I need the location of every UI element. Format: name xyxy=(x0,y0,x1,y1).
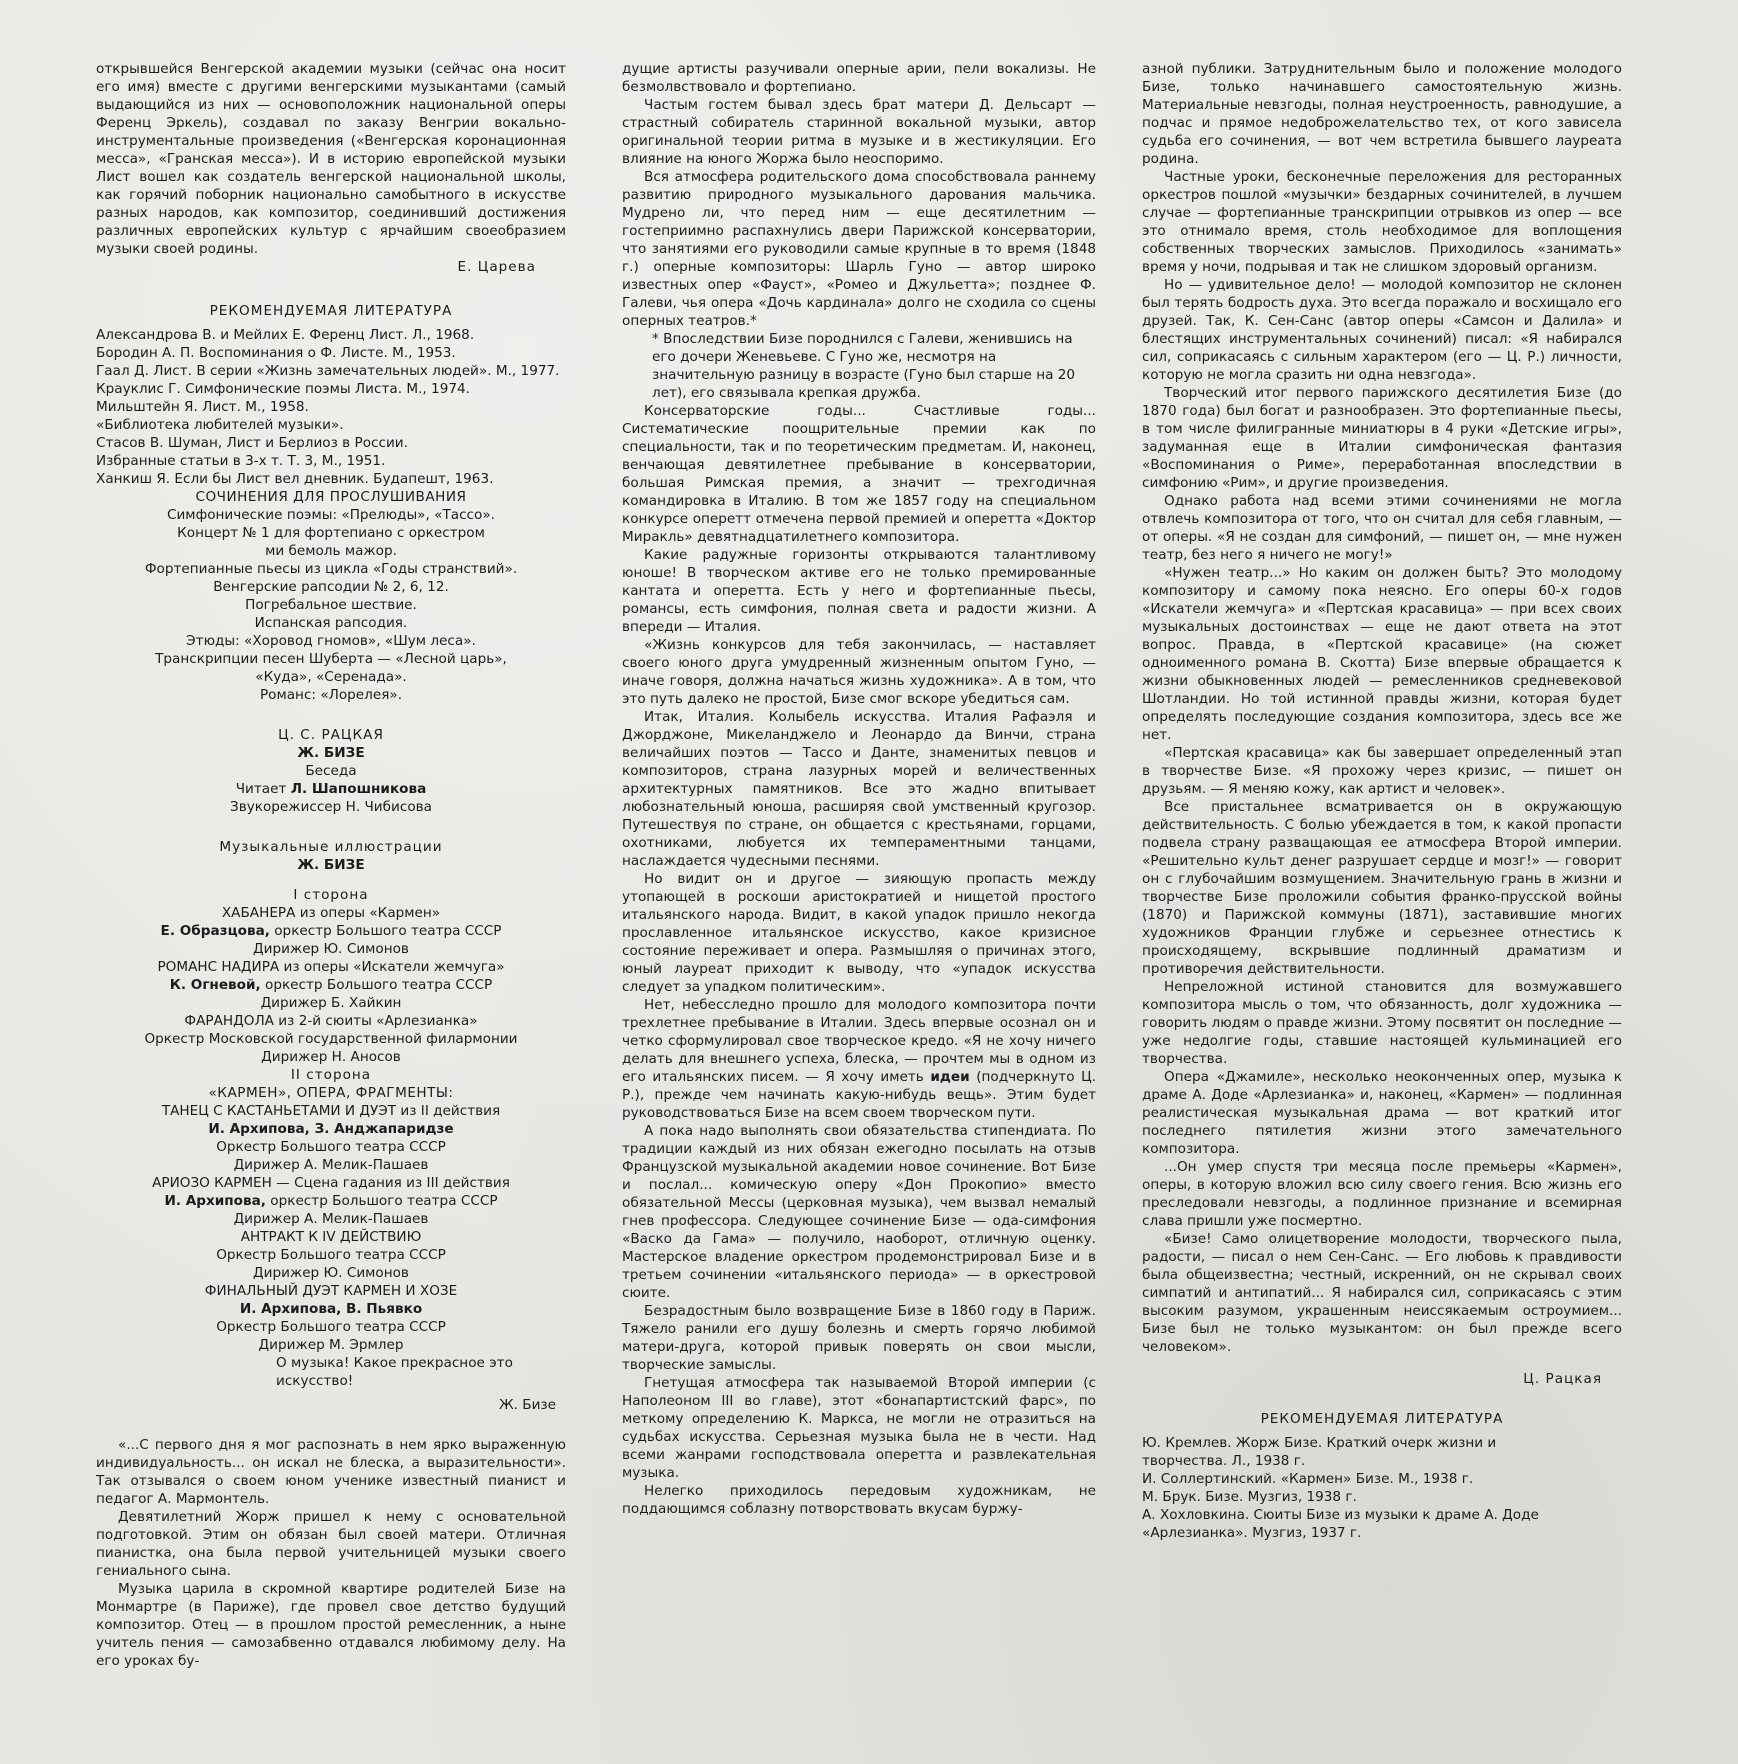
essay-author: Ц. Рацкая xyxy=(1523,1371,1602,1387)
literature-item: Ханкиш Я. Если бы Лист вел дневник. Будапешт, 1963. xyxy=(96,471,494,487)
track-orchestra: Оркестр Большого театра СССР xyxy=(216,1139,446,1155)
bizet-essay-paragraph: Частные уроки, бесконечные переложения для ресторанных оркестров пошлой «музычки» бездарных сочинителей, в лучшем случае — фортепианные транскрипции отрывков из опер — все это отнимало время, столь необходимое для воплощения собственных творческих замыслов. Приходилось «занимать» время у ночи, подрывая и так не слишком здоровый организм. xyxy=(1142,169,1622,275)
bizet-essay-paragraph: Но видит он и другое — зияющую пропасть между утопающей в роскоши аристократией и нищетой простого итальянского народа. Видит, в какой упадок пришло некогда прославленное итальянское искусство, какое кризисное состояние переживает и опера. Размышляя о причинах этого, юный лауреат приходит к выводу, что «упадок искусства следует за упадком политическим». xyxy=(622,871,1096,995)
work-item: ми бемоль мажор. xyxy=(265,543,397,559)
work-item: Испанская рапсодия. xyxy=(254,615,408,631)
track-title: АРИОЗО КАРМЕН — Сцена гадания из III действия xyxy=(152,1175,510,1191)
literature-item: Крауклис Г. Симфонические поэмы Листа. М., 1974. xyxy=(96,381,470,397)
literature-item: «Библиотека любителей музыки». xyxy=(96,417,344,433)
work-item: Романс: «Лорелея». xyxy=(259,687,403,703)
track-conductor: Дирижер Б. Хайкин xyxy=(260,995,402,1011)
work-item: Симфонические поэмы: «Прелюды», «Тассо». xyxy=(166,507,495,523)
bizet-essay-paragraph: Нет, небесследно прошло для молодого композитора почти трехлетнее пребывание в Италии. Здесь впервые осознал он и четко сформулировал свое творческое кредо. «Я не хочу ничего делать для внешнего успеха, блеска, — прочтем мы в одном из его итальянских писем. — Я хочу иметь идеи (подчеркнуто Ц. Р.), прежде чем начинать какую-нибудь вещь». Этим будет руководствоваться Бизе на всем своем творческом пути. xyxy=(622,997,1096,1121)
side-1-label: I сторона xyxy=(293,887,369,903)
works-title: СОЧИНЕНИЯ ДЛЯ ПРОСЛУШИВАНИЯ xyxy=(195,489,467,505)
bizet-essay-paragraph: дущие артисты разучивали оперные арии, пели вокализы. Не безмолвствовало и фортепиано. xyxy=(622,61,1096,95)
works-list xyxy=(96,506,566,704)
bizet-essay-paragraph: Музыка царила в скромной квартире родителей Бизе на Монмартре (в Париже), где провел свое детство будущий композитор. Отец — в прошлом простой ремесленник, а ныне учитель пения — самозабвенно отдавался любимому делу. На его уроках бу- xyxy=(96,1581,566,1669)
track-orchestra: Оркестр Московской государственной филармонии xyxy=(144,1031,518,1047)
track-performer: И. Архипова, З. Анджапаридзе xyxy=(208,1121,454,1137)
track-orchestra: Оркестр Большого театра СССР xyxy=(216,1247,446,1263)
bizet-essay-paragraph: Опера «Джамиле», несколько неоконченных опер, музыка к драме А. Доде «Арлезианка» и, наконец, «Кармен» — подлинная реалистическая музыкальная драма — вот краткий итог последнего пятилетия жизни этого замечательного композитора. xyxy=(1142,1069,1622,1157)
bizet-essay-paragraph: А пока надо выполнять свои обязательства стипендиата. По традиции каждый из них обязан ежегодно посылать на отзыв Французской музыкальной академии новое сочинение. Вот Бизе и послал... комическую оперу «Дон Прокопио» вместо обязательной Мессы (церковная музыка), чем вызвал немалый гнев профессора. Следующее сочинение Бизе — ода-симфония «Васко да Гама» — получило, наоборот, отличную оценку. Мастерское владение оркестром продемонстрировал Бизе и в третьем сочинении «итальянского периода» — в оркестровой сюите. xyxy=(622,1123,1096,1301)
literature-item: И. Соллертинский. «Кармен» Бизе. М., 1938 г. xyxy=(1142,1471,1474,1487)
track-title: ФАРАНДОЛА из 2-й сюиты «Арлезианка» xyxy=(184,1013,478,1029)
track-title: АНТРАКТ К IV ДЕЙСТВИЮ xyxy=(240,1229,422,1245)
bizet-essay-paragraph: «Пертская красавица» как бы завершает определенный этап в творчестве Бизе. «Я прохожу через кризис, — пишет он друзьям. — Я меняю кожу, как артист и человек». xyxy=(1142,745,1622,797)
work-item: Фортепианные пьесы из цикла «Годы странствий». xyxy=(144,561,518,577)
literature-item: Гаал Д. Лист. В серии «Жизнь замечательных людей». М., 1977. xyxy=(96,363,560,379)
bizet-essay-paragraph: Консерваторские годы... Счастливые годы... Систематические поощрительные премии как по специальности, так и по теоретическим предметам. И, наконец, венчающая девятилетнее пребывание в консерватории, большая Римская премия, а значит — трехгодичная командировка в Италию. В том же 1857 году на специальном конкурсе оперетт отмечена первой премией и оперетта «Доктор Миракль» девятнадцатилетнего композитора. xyxy=(622,403,1096,545)
liszt-literature-list xyxy=(96,326,566,488)
credit-genre: Беседа xyxy=(305,763,357,779)
credit-reader: Читает Л. Шапошникова xyxy=(235,781,427,797)
track-conductor: Дирижер А. Мелик-Пашаев xyxy=(233,1157,429,1173)
liszt-literature-title: РЕКОМЕНДУЕМАЯ ЛИТЕРАТУРА xyxy=(209,303,453,319)
bizet-literature-list xyxy=(1142,1434,1622,1542)
literature-item: Стасов В. Шуман, Лист и Берлиоз в России. xyxy=(96,435,408,451)
track-conductor: Дирижер М. Эрмлер xyxy=(258,1337,404,1353)
work-item: Транскрипции песен Шуберта — «Лесной царь», xyxy=(155,651,507,667)
footnote xyxy=(652,330,1096,402)
bizet-essay-paragraph: Гнетущая атмосфера так называемой Второй империи (с Наполеоном III во главе), этот «бонапартистский фарс», по меткому определению К. Маркса, не могли не отразиться на судьбах искусства. Серьезная музыка была не в чести. Над всеми жанрами господствовала оперетта и развлекательная музыка. xyxy=(622,1375,1096,1481)
track-performer: И. Архипова, оркестр Большого театра СССР xyxy=(164,1193,498,1209)
track-conductor: Дирижер Ю. Симонов xyxy=(253,941,409,957)
work-item: «Куда», «Серенада». xyxy=(255,669,407,685)
bizet-essay-paragraph: Какие радужные горизонты открываются талантливому юноше! В творческом активе его не только премированные кантата и оперетта. Есть у него и фортепианные пьесы, романсы, есть симфония, полная света и радости жизни. А впереди — Италия. xyxy=(622,547,1096,635)
bizet-essay-paragraph: Итак, Италия. Колыбель искусства. Италия Рафаэля и Джорджоне, Микеланджело и Леонардо да Винчи, страна величайших поэтов — Тассо и Данте, знаменитых певцов и композиторов, страна лазурных морей и величественных архитектурных памятников. Все это жадно впитывает любознательный юноша, расширяя свой умственный кругозор. Путешествуя по стране, он общается с крестьянами, горцами, охотниками, любуется их темпераментными танцами, наслаждается чудесными песнями. xyxy=(622,709,1096,869)
side-2-label: II сторона xyxy=(290,1067,372,1083)
essay-author: Е. Царева xyxy=(457,259,536,275)
credit-subject: Ж. БИЗЕ xyxy=(297,745,365,761)
bizet-essay-paragraph: Девятилетний Жорж пришел к нему с основательной подготовкой. Этим он обязан был своей матери. Отличная пианистка, она была первой учительницей музыки своего гениального сына. xyxy=(96,1509,566,1579)
track-performer: К. Огневой, оркестр Большого театра СССР xyxy=(169,977,493,993)
bizet-essay-paragraph: Творческий итог первого парижского десятилетия Бизе (до 1870 года) был богат и разнообразен. Это фортепианные пьесы, в том числе филигранные миниатюры в 4 руки «Детские игры», задуманная еще в Италии симфоническая фантазия «Воспоминания о Риме», переработанная впоследствии в симфонию «Рим», и другие произведения. xyxy=(1142,385,1622,491)
column-1 xyxy=(96,60,566,1670)
literature-item: Избранные статьи в 3-х т. Т. 3, М., 1951. xyxy=(96,453,386,469)
bizet-essay-paragraph: Но — удивительное дело! — молодой композитор не склонен был терять бодрость духа. Это всегда поражало и восхищало его друзей. Так, К. Сен-Санс (автор оперы «Самсон и Далила» и блестящих инструментальных сочинений) писал: «Я набирался сил, соприкасаясь с сильным характером (его — Ц. Р.) личности, которую не могла сразить ни одна невзгода». xyxy=(1142,277,1622,383)
bizet-essay-paragraph: Однако работа над всеми этими сочинениями не могла отвлечь композитора от того, что он считал для себя главным, — от оперы. «Я не создан для симфоний, — пишет он, — мне нужен театр, без него я ничего не могу!» xyxy=(1142,493,1622,563)
work-item: Этюды: «Хоровод гномов», «Шум леса». xyxy=(186,633,476,649)
track-conductor: Дирижер Н. Аносов xyxy=(261,1049,401,1065)
epigraph: О музыка! Какое прекрасное это искусство! xyxy=(276,1355,513,1389)
bizet-essay-paragraph: Непреложной истиной становится для возмужавшего композитора мысль о том, что обязанность, долг художника — говорить людям о правде жизни. Этому посвятит он последние — уже недолгие годы, ставшие настоящей кульминацией его творчества. xyxy=(1142,979,1622,1067)
credit-sound-engineer: Звукорежиссер Н. Чибисова xyxy=(229,799,432,815)
work-item: Венгерские рапсодии № 2, 6, 12. xyxy=(213,579,449,595)
bizet-essay-paragraph: Все пристальнее всматривается он в окружающую действительность. С болью убеждается в том, к какой пропасти подвела страну разващающая ее атмосфера Второй империи. «Решительно культ денег разрушает сердце и мозг!» — говорит он с глубочайшим возмущением. Значительную грань в жизни и творчестве Бизе проложили события франко-прусской войны (1870) и Парижской коммуны (1871), заставившие многих художников Франции глубже и серьезнее отнестись к происходящему, вскрывшие подлинный драматизм и противоречия действительности. xyxy=(1142,799,1622,977)
track-title: РОМАНС НАДИРА из оперы «Искатели жемчуга» xyxy=(157,959,505,975)
column-2 xyxy=(622,60,1096,1518)
work-item: Концерт № 1 для фортепиано с оркестром xyxy=(177,525,485,541)
track-title: ТАНЕЦ С КАСТАНЬЕТАМИ И ДУЭТ из II действия xyxy=(161,1103,501,1119)
record-credits xyxy=(96,726,566,1354)
footnote-text: * Впоследствии Бизе породнился с Галеви, женившись на его дочери Женевьеве. С Гуно же, несмотря на значительную разницу в возрасте (Гуно был старше на 20 лет), его связывала крепкая дружба. xyxy=(652,331,1076,401)
illustrations-subject: Ж. БИЗЕ xyxy=(297,857,365,873)
bizet-essay-paragraph: Вся атмосфера родительского дома способствовала раннему развитию природного музыкального дарования мальчика. Мудрено ли, что перед ним — еще десятилетним — гостеприимно распахнулись двери Парижской консерватории, что занятиями его руководили самые крупные в то время (1848 г.) оперные композиторы: Шарль Гуно — автор широко известных опер «Фауст», «Ромео и Джульетта»; позднее Ф. Галеви, чья опера «Дочь кардинала» долго не сходила со сцены оперных театров.* xyxy=(622,169,1096,329)
bizet-essay-paragraph: Безрадостным было возвращение Бизе в 1860 году в Париж. Тяжело ранили его душу болезнь и смерть горячо любимой матери-друга, которой привык поверять он свои мысли, творческие замыслы. xyxy=(622,1303,1096,1373)
literature-item: М. Брук. Бизе. Музгиз, 1938 г. xyxy=(1142,1489,1357,1505)
liszt-essay-ending: открывшейся Венгерской академии музыки (сейчас она носит его имя) вместе с другими венгерскими музыкантами (самый выдающийся из них — основоположник национальной оперы Ференц Эркель), создавал по заказу Венгрии вокально-инструментальные произведения («Венгерская коронационная месса», «Гранская месса»). И в историю европейской музыки Лист вошел как создатель венгерской национальной школы, как горячий поборник национально самобытного в искусстве разных народов, как композитор, соединивший достижения различных европейских культур с ярчайшим своеобразием музыки своей родины. xyxy=(96,61,566,257)
credit-author: Ц. С. РАЦКАЯ xyxy=(278,727,384,743)
bizet-essay-paragraph: Нелегко приходилось передовым художникам, не поддающимся соблазну потворствовать вкусам буржу- xyxy=(622,1483,1096,1517)
bizet-essay-paragraph: «...С первого дня я мог распознать в нем ярко выраженную индивидуальность... он искал не блеска, а выразительности». Так отзывался о своем юном ученике известный пианист и педагог А. Мармонтель. xyxy=(96,1437,566,1507)
illustrations-title: Музыкальные иллюстрации xyxy=(219,839,443,855)
track-orchestra: Оркестр Большого театра СССР xyxy=(216,1319,446,1335)
track-conductor: Дирижер Ю. Симонов xyxy=(253,1265,409,1281)
track-title: «КАРМЕН», ОПЕРА, ФРАГМЕНТЫ: xyxy=(208,1085,454,1101)
bizet-essay-paragraph: «Бизе! Само олицетворение молодости, творческого пыла, радости, — писал о нем Сен-Санс. — Его любовь к правдивости была общеизвестна; честный, искренний, он не скрывал своих симпатий и антипатий... Я набирался сил, соприкасаясь с этим высоким разумом, украшенным неиссякаемым остроумием... Бизе был не только музыкантом: он был прежде всего человеком». xyxy=(1142,1231,1622,1355)
track-conductor: Дирижер А. Мелик-Пашаев xyxy=(233,1211,429,1227)
literature-item: А. Хохловкина. Сюиты Бизе из музыки к драме А. Доде «Арлезианка». Музгиз, 1937 г. xyxy=(1142,1507,1539,1541)
track-title: ФИНАЛЬНЫЙ ДУЭТ КАРМЕН И ХОЗЕ xyxy=(204,1283,458,1299)
bizet-essay-paragraph: «Жизнь конкурсов для тебя закончилась, — наставляет своего юного друга умудренный жизненным опытом Гуно, — иначе говоря, должна начаться жизнь художника». А в том, что это путь далеко не простой, Бизе смог вскоре убедиться сам. xyxy=(622,637,1096,707)
column-3 xyxy=(1142,60,1622,1542)
track-title: ХАБАНЕРА из оперы «Кармен» xyxy=(221,905,441,921)
bizet-essay-paragraph: азной публики. Затруднительным было и положение молодого Бизе, только начинавшего самостоятельную жизнь. Материальные невзгоды, полная неустроенность, равнодушие, а подчас и прямое недоброжелательство тех, от кого зависела судьба его сочинения, — вот чем встретила бывшего лауреата родина. xyxy=(1142,61,1622,167)
track-performer: И. Архипова, В. Пьявко xyxy=(239,1301,423,1317)
literature-item: Мильштейн Я. Лист. М., 1958. xyxy=(96,399,309,415)
literature-item: Ю. Кремлев. Жорж Бизе. Краткий очерк жизни и творчества. Л., 1938 г. xyxy=(1142,1435,1497,1469)
work-item: Погребальное шествие. xyxy=(245,597,417,613)
bizet-essay-paragraph: ...Он умер спустя три месяца после премьеры «Кармен», оперы, в которую вложил всю силу своего гения. Всю жизнь его преследовали невзгоды, а подлинное признание и всемирная слава пришли уже посмертно. xyxy=(1142,1159,1622,1229)
epigraph-author: Ж. Бизе xyxy=(498,1397,556,1413)
literature-item: Александрова В. и Мейлих Е. Ференц Лист. Л., 1968. xyxy=(96,327,475,343)
bizet-essay-paragraph: Частым гостем бывал здесь брат матери Д. Дельсарт — страстный собиратель старинной вокальной музыки, автор оригинальной теории ритма в музыке и в жестикуляции. Его влияние на юного Жоржа было неоспоримо. xyxy=(622,97,1096,167)
bizet-essay-paragraph: «Нужен театр...» Но каким он должен быть? Это молодому композитору и самому пока неясно. Его оперы 60-х годов «Искатели жемчуга» и «Пертская красавица» — при всех своих музыкальных достоинствах — еще не дают ответа на этот вопрос. Правда, в «Пертской красавице» (на сюжет одноименного романа В. Скотта) Бизе впервые обращается к жизни обыкновенных людей — ремесленников средневековой Шотландии. Но той истинной правды жизни, которая будет определять последующие создания композитора, здесь все же нет. xyxy=(1142,565,1622,743)
literature-item: Бородин А. П. Воспоминания о Ф. Листе. М., 1953. xyxy=(96,345,456,361)
track-performer: Е. Образцова, оркестр Большого театра СССР xyxy=(160,923,502,939)
bizet-literature-title: РЕКОМЕНДУЕМАЯ ЛИТЕРАТУРА xyxy=(1260,1411,1504,1427)
